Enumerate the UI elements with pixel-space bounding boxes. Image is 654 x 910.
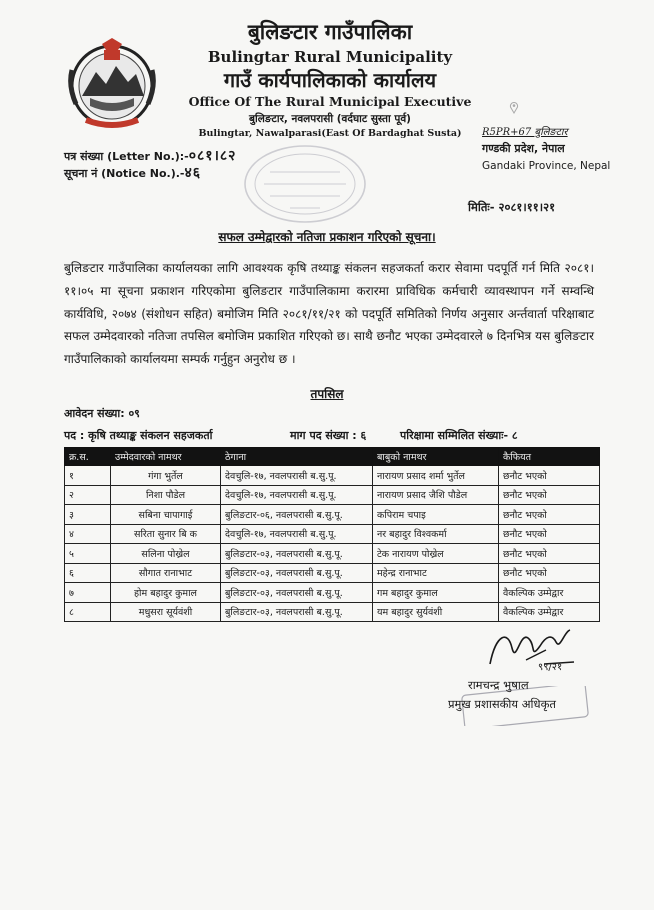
- post-label: पद : कृषि तथ्याङ्क संकलन सहजकर्ता: [64, 429, 213, 442]
- cell-serial: ७: [65, 583, 111, 603]
- cell-serial: ३: [65, 505, 111, 525]
- notice-title: सफल उम्मेद्वारको नतिजा प्रकाशन गरिएको सूचना।: [218, 230, 436, 244]
- executive-office-np: गाउँ कार्यपालिकाको कार्यालय: [223, 68, 437, 92]
- cell-serial: ४: [65, 524, 111, 544]
- signatory-name: रामचन्द्र भुषाल: [468, 678, 529, 692]
- notice-date: मितिः- २०८१।११।२१: [468, 200, 556, 214]
- header-candidate: उम्मेदवारको नामथर: [111, 448, 221, 466]
- notice-title-wrap: [0, 228, 654, 245]
- cell-remarks: छनौट भएको: [499, 505, 600, 525]
- applicant-count: आवेदन संख्या: ०९: [64, 407, 140, 420]
- table-header-row: [65, 448, 600, 466]
- cell-candidate: निशा पौडेल: [111, 485, 221, 505]
- handwritten-signature: [486, 624, 581, 672]
- office-name-np: बुलिङटार गाउँपालिका: [247, 20, 413, 44]
- cell-remarks: छनौट भएको: [499, 563, 600, 583]
- table-row: [65, 583, 600, 603]
- cell-father: कपिराम चपाइ: [373, 505, 499, 525]
- table-row: [65, 485, 600, 505]
- table-row: [65, 466, 600, 486]
- cell-serial: २: [65, 485, 111, 505]
- details-heading-wrap: [0, 385, 654, 402]
- cell-father: नर बहादुर विश्वकर्मा: [373, 524, 499, 544]
- table-row: [65, 524, 600, 544]
- address-en: Bulingtar, Nawalparasi(East Of Bardaghat Susta): [198, 128, 462, 139]
- cell-remarks: छनौट भएको: [499, 544, 600, 564]
- notice-number: [64, 163, 201, 182]
- header-remarks: कैफियत: [499, 448, 600, 466]
- exam-count: परिक्षामा सम्मिलित संख्याः- ८: [400, 429, 518, 442]
- table-row: [65, 544, 600, 564]
- plus-code-reference: R5PR+67 बुलिङटार: [482, 127, 568, 138]
- details-heading: तपसिल: [310, 387, 344, 401]
- executive-office-en: Office Of The Rural Municipal Executive: [188, 94, 472, 109]
- cell-address: बुलिङटार-०३, नवलपरासी ब.सु.पू.: [221, 602, 373, 622]
- province-np: गण्डकी प्रदेश, नेपाल: [482, 142, 565, 155]
- table-row: [65, 602, 600, 622]
- table-row: [65, 563, 600, 583]
- cell-serial: १: [65, 466, 111, 486]
- cell-address: देवचुलि-१७, नवलपरासी ब.सु.पू.: [221, 466, 373, 486]
- letter-number-label: पत्र संख्या (Letter No.):-: [64, 150, 189, 163]
- cell-address: बुलिङटार-०३, नवलपरासी ब.सु.पू.: [221, 544, 373, 564]
- notice-number-value: ४६: [184, 165, 202, 181]
- cell-remarks: वैकल्पिक उम्मेद्वार: [499, 583, 600, 603]
- cell-father: यम बहादुर सुर्यवंशी: [373, 602, 499, 622]
- province-en: Gandaki Province, Nepal: [482, 160, 611, 172]
- cell-address: बुलिङटार-०३, नवलपरासी ब.सु.पू.: [221, 583, 373, 603]
- cell-address: देवचुलि-१७, नवलपरासी ब.सु.पू.: [221, 524, 373, 544]
- cell-candidate: सलिना पोख्रेल: [111, 544, 221, 564]
- cell-candidate: सरिता सुनार बि क: [111, 524, 221, 544]
- header-serial: क्र.स.: [65, 448, 111, 466]
- header-father: बाबुको नामथर: [373, 448, 499, 466]
- cell-serial: ५: [65, 544, 111, 564]
- cell-candidate: सबिना चापागाई: [111, 505, 221, 525]
- cell-father: महेन्द्र रानाभाट: [373, 563, 499, 583]
- cell-candidate: मधुसरा सूर्यवंशी: [111, 602, 221, 622]
- cell-address: देवचुलि-१७, नवलपरासी ब.सु.पू.: [221, 485, 373, 505]
- table-row: [65, 505, 600, 525]
- cell-candidate: होम बहादुर कुमाल: [111, 583, 221, 603]
- cell-father: नारायण प्रसाद शर्मा भुर्तेल: [373, 466, 499, 486]
- cell-candidate: गंगा भुर्तेल: [111, 466, 221, 486]
- cell-father: टेक नारायण पोख्रेल: [373, 544, 499, 564]
- office-name-en: Bulingtar Rural Municipality: [207, 48, 453, 66]
- cell-father: गम बहादुर कुमाल: [373, 583, 499, 603]
- signatory-title: प्रमुख प्रशासकीय अधिकृत: [448, 697, 556, 711]
- cell-remarks: छनौट भएको: [499, 524, 600, 544]
- notice-body: बुलिङटार गाउँपालिका कार्यालयका लागि आवश्यक कृषि तथ्याङ्क संकलन सहजकर्ता करार सेवामा पदपूर्ति गर्न मिति २०८१।११।०५ मा सूचना प्रकाशन गरिएकोमा बुलिङटार गाउँपालिकामा करारमा प्राविधिक कर्मचारी व्यावस्थापन गर्ने सम्वन्धि कार्यविधि, २०७४ (संशोधन सहित) बमोजिम मिति २०८१/११/२१ को पदपूर्ति समितिको निर्णय अनुसार अर्न्तवार्ता परिक्षाबाट सफल उम्मेदवारको नतिजा तपसिल बमोजिम प्रकाशित गरिएको छ। साथै छनौट भएका उम्मेदवारले ७ दिनभित्र यस बुलिङटार गाउँपालिकाको कार्यालयमा सम्पर्क गर्नुहुन अनुरोध छ ।: [64, 261, 594, 367]
- cell-serial: ६: [65, 563, 111, 583]
- demand-count: माग पद संख्या : ६: [290, 429, 367, 442]
- cell-address: बुलिङटार-०६, नवलपरासी ब.सु.पू.: [221, 505, 373, 525]
- notice-number-label: सूचना नं (Notice No.).-: [64, 167, 185, 180]
- cell-father: नारायण प्रसाद जैशि पौडेल: [373, 485, 499, 505]
- letter-number-value: ०८१।८२: [188, 148, 237, 164]
- cell-candidate: सौगात रानाभाट: [111, 563, 221, 583]
- results-table: [64, 447, 600, 622]
- office-seal-stamp: [240, 142, 370, 226]
- address-np: बुलिङटार, नवलपरासी (वर्दघाट सुस्ता पूर्व): [249, 113, 411, 125]
- cell-address: बुलिङटार-०३, नवलपरासी ब.सु.पू.: [221, 563, 373, 583]
- cell-remarks: छनौट भएको: [499, 466, 600, 486]
- cell-remarks: छनौट भएको: [499, 485, 600, 505]
- cell-serial: ८: [65, 602, 111, 622]
- signature-date: ९९/२१: [538, 662, 563, 672]
- cell-remarks: वैकल्पिक उम्मेद्वार: [499, 602, 600, 622]
- header-address: ठेगाना: [221, 448, 373, 466]
- location-pin-icon: [509, 101, 519, 114]
- nepal-emblem-icon: [66, 36, 158, 132]
